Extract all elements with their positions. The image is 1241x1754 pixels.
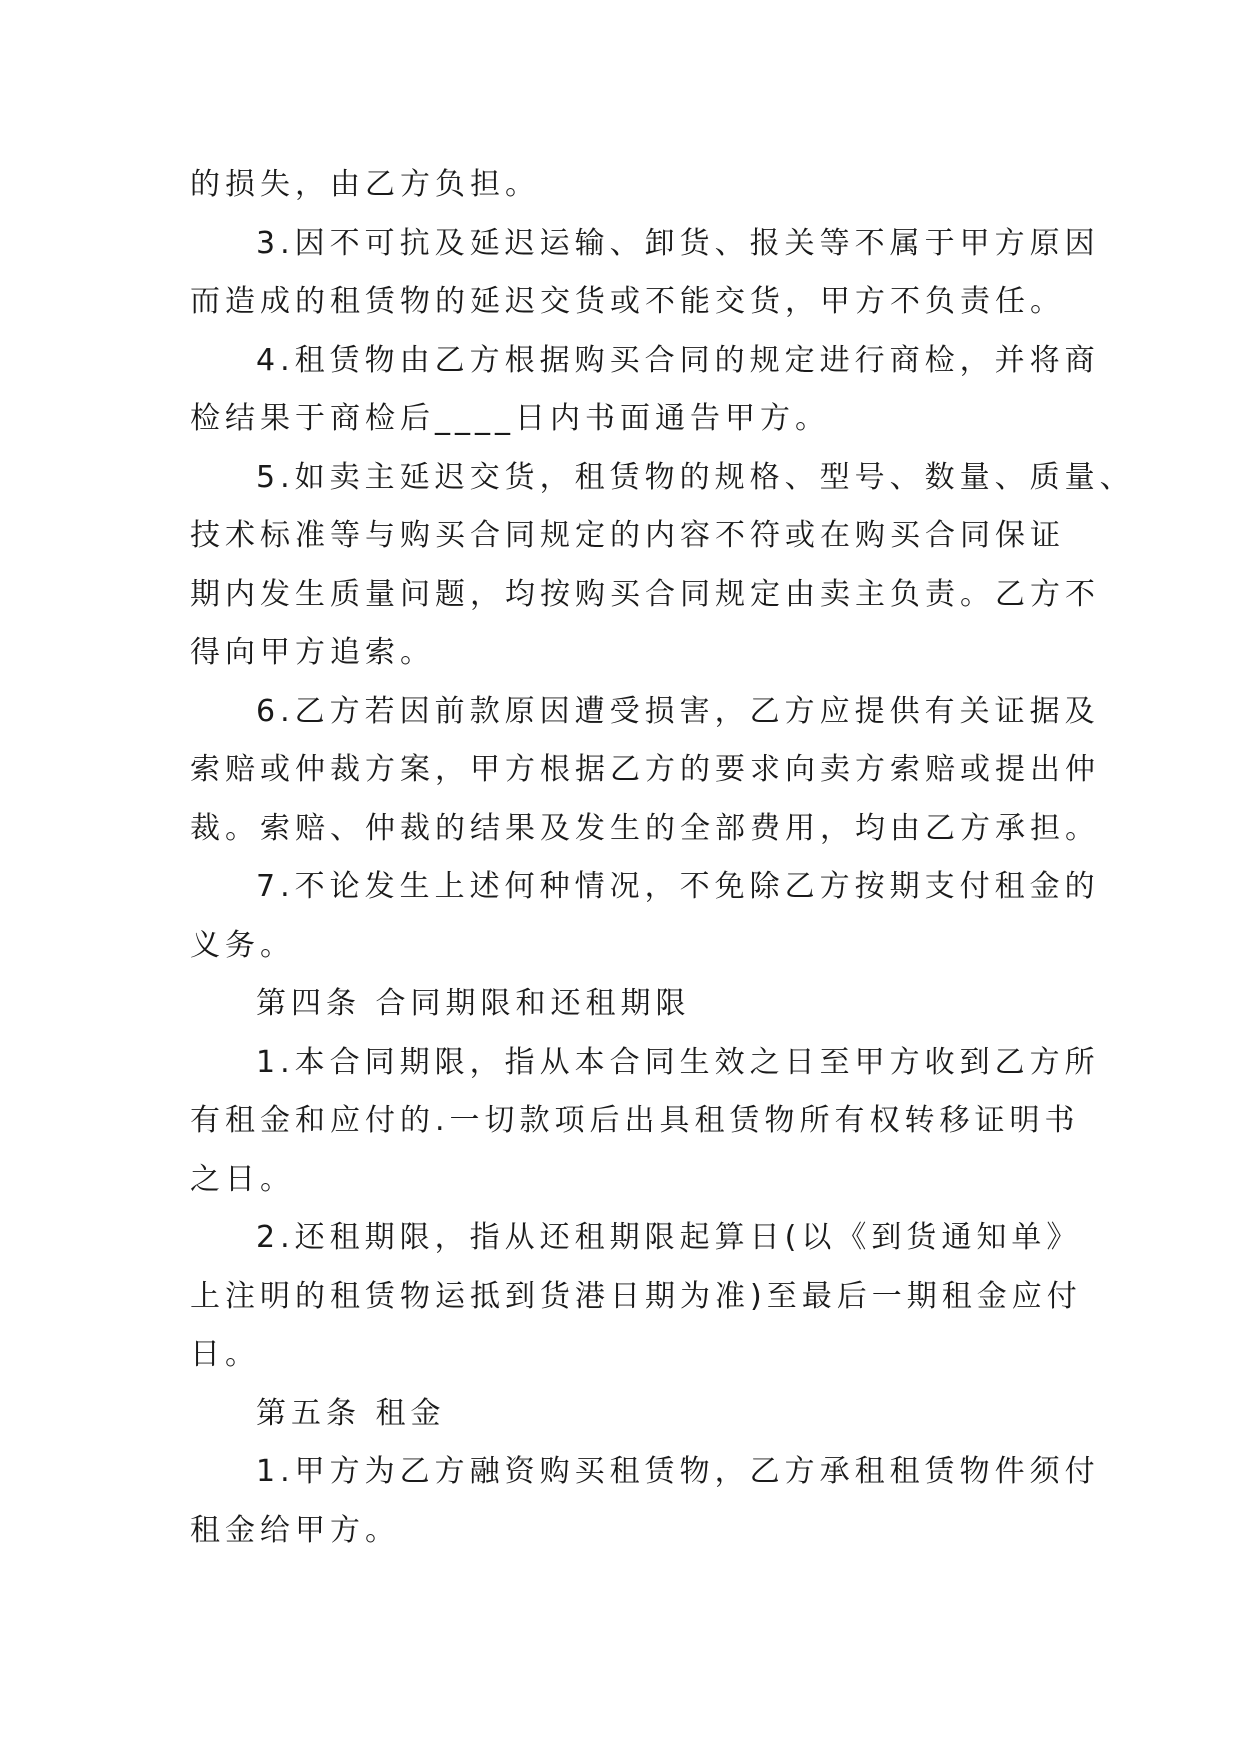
text-line: 义务。 [190,927,295,963]
text-line: 索赔或仲裁方案，甲方根据乙方的要求向卖方索赔或提出仲 [190,752,1100,787]
text-line: 5.如卖主延迟交货，租赁物的规格、型号、数量、质量、 [256,459,1135,495]
text-line: 日。 [190,1337,260,1372]
text-line: 期内发生质量问题，均按购买合同规定由卖主负责。乙方不 [190,576,1100,612]
text-line: 检结果于商检后____日内书面通告甲方。 [190,401,830,436]
text-line: 上注明的租赁物运抵到货港日期为准)至最后一期租金应付 [190,1278,1082,1314]
text-line: 2.还租期限，指从还租期限起算日(以《到货通知单》 [256,1220,1082,1255]
text-line: 之日。 [190,1161,295,1197]
document-body [190,156,1135,1560]
text-line: 而造成的租赁物的延迟交货或不能交货，甲方不负责任。 [190,284,1065,319]
text-line: 6.乙方若因前款原因遭受损害，乙方应提供有关证据及 [256,693,1100,729]
text-line: 1.甲方为乙方融资购买租赁物，乙方承租租赁物件须付 [256,1454,1100,1489]
text-line: 有租金和应付的.一切款项后出具租赁物所有权转移证明书 [190,1103,1080,1138]
text-line: 技术标准等与购买合同规定的内容不符或在购买合同保证 [190,518,1065,553]
text-line: 租金给甲方。 [190,1512,400,1548]
text-line: 1.本合同期限，指从本合同生效之日至甲方收到乙方所 [256,1044,1100,1080]
text-line: 的损失，由乙方负担。 [190,167,540,202]
text-line: 得向甲方追索。 [190,635,435,670]
section-heading: 第四条 合同期限和还租期限 [256,986,691,1021]
text-line: 4.租赁物由乙方根据购买合同的规定进行商检，并将商 [256,342,1100,378]
text-line: 3.因不可抗及延迟运输、卸货、报关等不属于甲方原因 [256,225,1100,261]
text-line: 7.不论发生上述何种情况，不免除乙方按期支付租金的 [256,869,1100,904]
section-heading: 第五条 租金 [256,1395,446,1431]
text-line: 裁。索赔、仲裁的结果及发生的全部费用，均由乙方承担。 [190,810,1100,846]
